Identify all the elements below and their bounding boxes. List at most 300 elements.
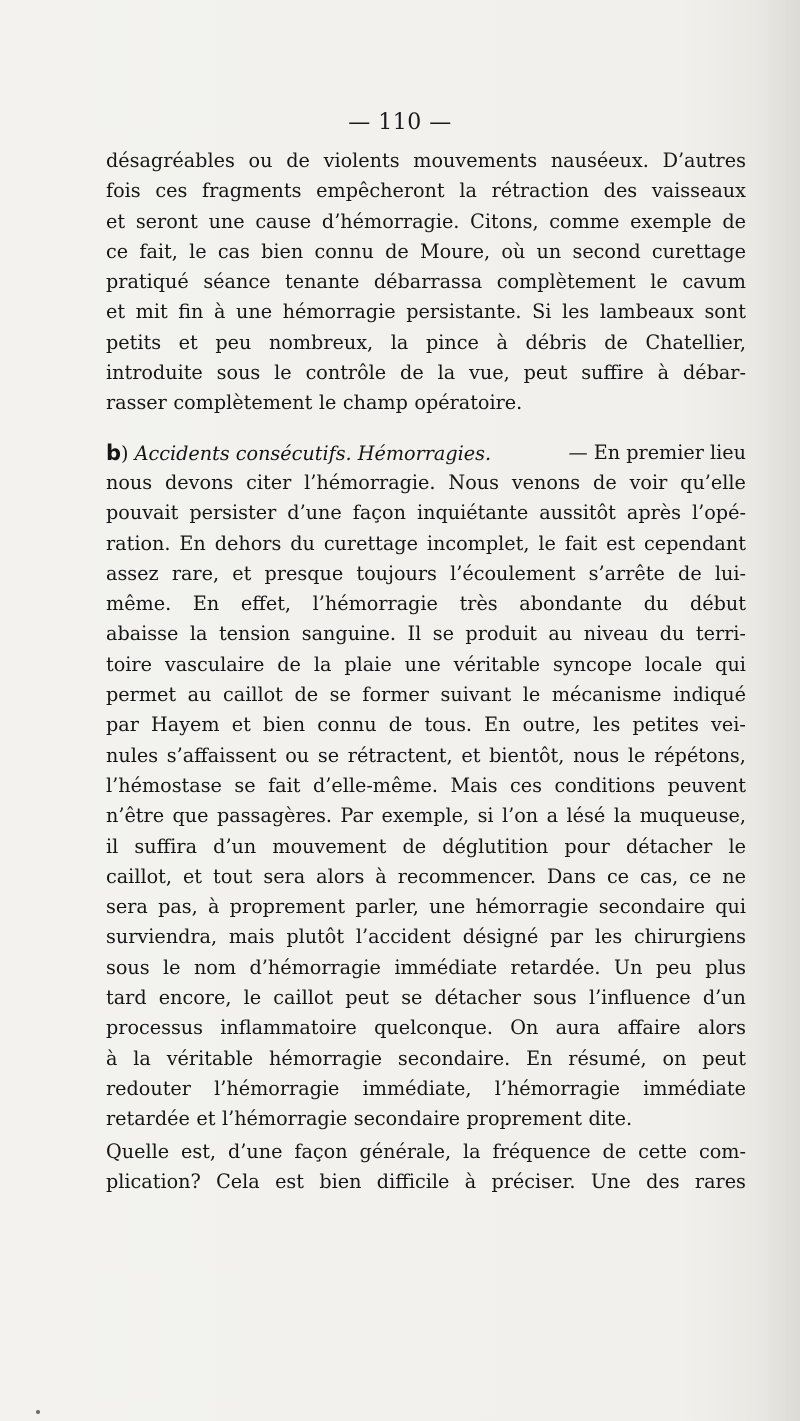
word: Dans [546,864,596,888]
word: de [402,834,427,858]
word: le [728,834,746,858]
word: caillot, [106,864,172,888]
word: curettage [651,239,746,263]
word: des [603,179,638,203]
word: à [464,1169,477,1193]
word: On [510,1016,539,1040]
word: du [290,531,315,555]
word: fin [178,300,204,324]
word: la [613,804,632,828]
word: violents [323,149,400,172]
word: persistante. [406,300,522,324]
word: vasculaire [164,652,265,676]
text-line [106,358,746,388]
text-line [106,953,746,983]
word: conditions [554,773,656,797]
word: est [275,1169,304,1193]
text-line [106,922,746,952]
word: Quelle [106,1139,170,1163]
word: aussitôt [539,501,616,525]
word: rasser [106,391,167,415]
word: le [538,531,556,555]
word: les [593,713,621,737]
word: empêcheront [316,179,445,203]
word: l’on [502,804,539,828]
text-line [106,680,746,710]
text-line [106,650,746,680]
section-letter: b [106,440,122,465]
word: rare, [171,561,220,585]
word: après [626,501,681,525]
word: l’hémorragie. [304,470,436,494]
word: nombreux, [268,330,374,354]
word: et [178,330,198,354]
word: de [678,561,702,585]
word: et [106,209,126,233]
word: pince [425,330,479,354]
word: a [546,804,559,828]
word: mouvement [272,834,387,858]
word: recommencer. [397,864,536,888]
word: et [231,713,251,737]
word: Si [532,300,552,324]
word: immédiate [643,1076,746,1100]
paragraph-1 [106,146,746,419]
word: opératoire. [414,391,523,415]
word: muqueuse, [639,804,746,828]
word: hémorragie [269,1046,383,1070]
word: inflammatoire [220,1016,357,1040]
word: champ [342,391,408,415]
word: mouvements [413,149,538,172]
text-line [106,801,746,831]
word: de [286,149,310,172]
print-speck [36,1410,40,1414]
word: introduite [106,361,203,385]
word: bien [262,713,306,737]
word: désagréables [106,149,235,172]
word: Moure, [419,239,491,263]
word: voir [629,470,668,494]
word: immédiate [394,955,498,979]
word: peu [215,330,252,354]
word: terri- [695,622,746,646]
word: sous [533,986,577,1010]
word: d’elle-même. [312,773,438,797]
word: processus [106,1016,204,1040]
text-line [106,619,746,649]
word: Cela [216,1169,260,1193]
word: d’une [227,1139,283,1163]
word: comme [549,209,620,233]
word: l’hémorragie [494,1076,620,1100]
word: et [196,1107,216,1131]
page-edge-shadow [760,0,800,1421]
word: Il [407,622,422,646]
word: rétraction [491,179,589,203]
text-line [106,328,746,358]
text-line [106,237,746,267]
word: du [643,592,669,616]
word: résumé, [568,1046,647,1070]
word: détacher [625,834,713,858]
text-line [106,589,746,619]
word: caillot [273,986,334,1010]
word: d’une [287,501,342,525]
word: connu [314,239,374,263]
word: nom [193,955,237,979]
word: sanguine. [301,622,396,646]
word: est [606,531,636,555]
word: déglutition [442,834,549,858]
word: Hayem [151,713,220,737]
word: l’influence [588,986,691,1010]
word: s’arrête [588,561,665,585]
word: bientôt, [489,743,565,767]
word: de [277,652,301,676]
text-line [106,176,746,206]
word: devons [165,470,234,494]
word: proprement [229,895,346,919]
word: niveau [583,622,649,646]
word: alors [697,1016,746,1040]
word: nous [573,743,620,767]
word: venons [511,470,581,494]
word: et [106,300,126,324]
section-paren: ) [121,441,135,465]
word: par [106,713,139,737]
word: bien [319,1169,362,1193]
word: abaisse [106,622,179,646]
word: le [627,743,646,767]
word: une [235,300,273,324]
word: où [501,239,526,263]
word: la [133,1046,151,1070]
word: second [572,239,641,263]
word: se [401,986,423,1010]
text-line [106,1167,746,1197]
word: hémorragie [282,300,396,324]
text-line [106,267,746,297]
word: nous [106,470,153,494]
word: lambeaux [599,300,694,324]
word: par [550,925,584,949]
word: de [722,209,746,233]
word: ce [606,864,630,888]
text-line [106,207,746,237]
word: à [375,864,387,888]
word: pour [564,834,610,858]
word: le [522,683,541,707]
word: rétractent, [347,743,453,767]
word: d’un [213,834,257,858]
word: En [179,531,206,555]
word: du [659,622,685,646]
text-line [106,1074,746,1104]
word: façon [294,1139,348,1163]
word: suffira [134,834,198,858]
word: locale [644,652,703,676]
word: exemple [630,209,712,233]
word: redouter [106,1076,191,1100]
word: lésé [566,804,606,828]
word: fait, [139,239,178,263]
text-line [106,892,746,922]
word: l’hémorragie [221,1107,348,1131]
page-number: — 110 — [348,110,452,135]
word: effet, [240,592,292,616]
word: à [106,1046,118,1070]
word: d’hémorragie [249,955,381,979]
word: se [317,743,340,767]
word: plaie [344,652,392,676]
word: ne [722,864,746,888]
section-heading [106,438,491,468]
word: l’hémorragie [312,592,438,616]
word: le [163,955,181,979]
word: le [243,986,262,1010]
word: indiqué [673,683,746,707]
word: Nous [448,470,499,494]
word: dite. [588,1107,633,1131]
text-line [106,983,746,1013]
word: cas [217,239,250,263]
paragraph-3 [106,1137,746,1198]
word: sous [106,955,150,979]
word: à [496,330,508,354]
word: ces [155,179,188,203]
word: au [187,683,212,707]
word: pratiqué [106,270,189,294]
text-line [106,1104,746,1134]
word: mais [228,925,275,949]
word: quelconque. [374,1016,493,1040]
word: hémorragie [475,895,589,919]
word: véritable [453,652,541,676]
word: nules [106,743,159,767]
word: le [274,361,292,385]
text-fragment: — En premier lieu [568,440,746,464]
word: contrôle [305,361,387,385]
paragraph-2 [106,438,746,1135]
word: fois [106,179,141,203]
word: Citons, [470,209,539,233]
word: Chatellier, [645,330,746,354]
word: complètement [173,391,313,415]
word: la [463,1139,481,1163]
word: débarrassa [373,270,483,294]
word: tout [213,864,253,888]
word: pouvait [106,501,179,525]
word: dehors [214,531,282,555]
word: véritable [166,1046,254,1070]
text-line [106,529,746,559]
word: plication? [106,1169,201,1193]
text-line [106,1137,746,1167]
word: vue, [469,361,510,385]
text-line [106,146,746,176]
word: cause [255,209,312,233]
word: passagères. [216,804,332,828]
body-text [106,146,746,1197]
word: se [329,683,351,707]
text-line [106,438,746,468]
word: D’autres [662,149,746,172]
word: petits [106,330,162,354]
word: nauséeux. [550,149,649,172]
word: se [234,773,256,797]
word: désigné [462,925,539,949]
word: cependant [644,531,746,555]
word: de [593,470,617,494]
word: qu’elle [680,470,746,494]
word: début [690,592,746,616]
word: débris [525,330,587,354]
word: alors [316,864,365,888]
word: si [477,804,494,828]
word: séance [203,270,271,294]
word: tous. [424,713,473,737]
word: s’affaissent [166,743,277,767]
word: les [594,925,623,949]
word: qui [715,895,746,919]
word: plus [705,955,746,979]
word: l’accident [355,925,451,949]
text-line [106,468,746,498]
word: à [207,895,220,919]
word: bien [261,239,304,263]
word: répétons, [654,743,746,767]
word: d’un [702,986,746,1010]
section-title: Accidents consécutifs. Hémorragies. [134,441,492,465]
word: à [213,300,226,324]
word: toujours [356,561,437,585]
word: toire [106,652,152,676]
word: retardée [106,1107,190,1131]
word: En [192,592,220,616]
word: Par [340,804,374,828]
word: sera [106,895,148,919]
word: secondaire [353,1107,460,1131]
word: peu [655,955,692,979]
word: caillot [223,683,283,707]
word: au [548,622,573,646]
word: une [404,652,441,676]
word: syncope [552,652,632,676]
word: peut [523,361,568,385]
word: persister [189,501,277,525]
word: générale, [359,1139,452,1163]
text-line [106,741,746,771]
word: com- [698,1139,746,1163]
word: l’hémostase [106,773,222,797]
word: de [602,1139,627,1163]
word: et [182,864,203,888]
word: outre, [522,713,581,737]
word: une [208,209,245,233]
word: pas, [158,895,198,919]
word: le [650,270,668,294]
text-line [106,1013,746,1043]
word: plutôt [286,925,345,949]
word: une [429,895,466,919]
word: produit [465,622,537,646]
word: cas, [640,864,679,888]
word: affaire [617,1016,681,1040]
word: ce [106,239,129,263]
word: de [388,713,413,737]
word: est, [181,1139,217,1163]
word: complètement [496,270,636,294]
word: de [294,683,319,707]
word: on [662,1046,687,1070]
word: peuvent [667,773,746,797]
word: le [189,239,207,263]
word: aura [555,1016,601,1040]
word: sont [704,300,746,324]
word: secondaire. [397,1046,511,1070]
word: Un [613,955,643,979]
word: la [313,652,332,676]
word: ce [689,864,712,888]
word: très [459,592,498,616]
word: ration. [106,531,171,555]
word: sous [216,361,261,385]
word: inquiétante [417,501,529,525]
word: de [385,239,409,263]
word: qui [715,652,746,676]
word: fait [564,531,598,555]
word: permet [106,683,177,707]
word: il [106,834,119,858]
word: peut [702,1046,746,1070]
word: chirurgiens [634,925,746,949]
word: l’écoulement [450,561,576,585]
word: lui- [714,561,746,585]
word: proprement [466,1107,582,1131]
word: cavum [682,270,746,294]
word: curettage [323,531,418,555]
word: vei- [711,713,746,737]
word: un [536,239,562,263]
word: sera [263,864,306,888]
word: En [526,1046,553,1070]
word: seront [135,209,198,233]
word: la [437,361,456,385]
word: et [232,561,252,585]
word: citer [246,470,292,494]
word: retardée. [510,955,601,979]
text-line [106,498,746,528]
word: Mais [450,773,498,797]
text-line [106,1044,746,1074]
word: suivant [440,683,512,707]
word: de [400,361,424,385]
word: mécanisme [551,683,662,707]
text-line [106,862,746,892]
word: de [604,330,628,354]
word: même. [106,592,172,616]
word: presque [264,561,344,585]
word: abondante [519,592,623,616]
word: les [561,300,590,324]
word: se [432,622,454,646]
word: des [646,1169,680,1193]
word: la [189,622,208,646]
word: débar- [682,361,746,385]
text-line [106,388,746,418]
word: tard [106,986,147,1010]
